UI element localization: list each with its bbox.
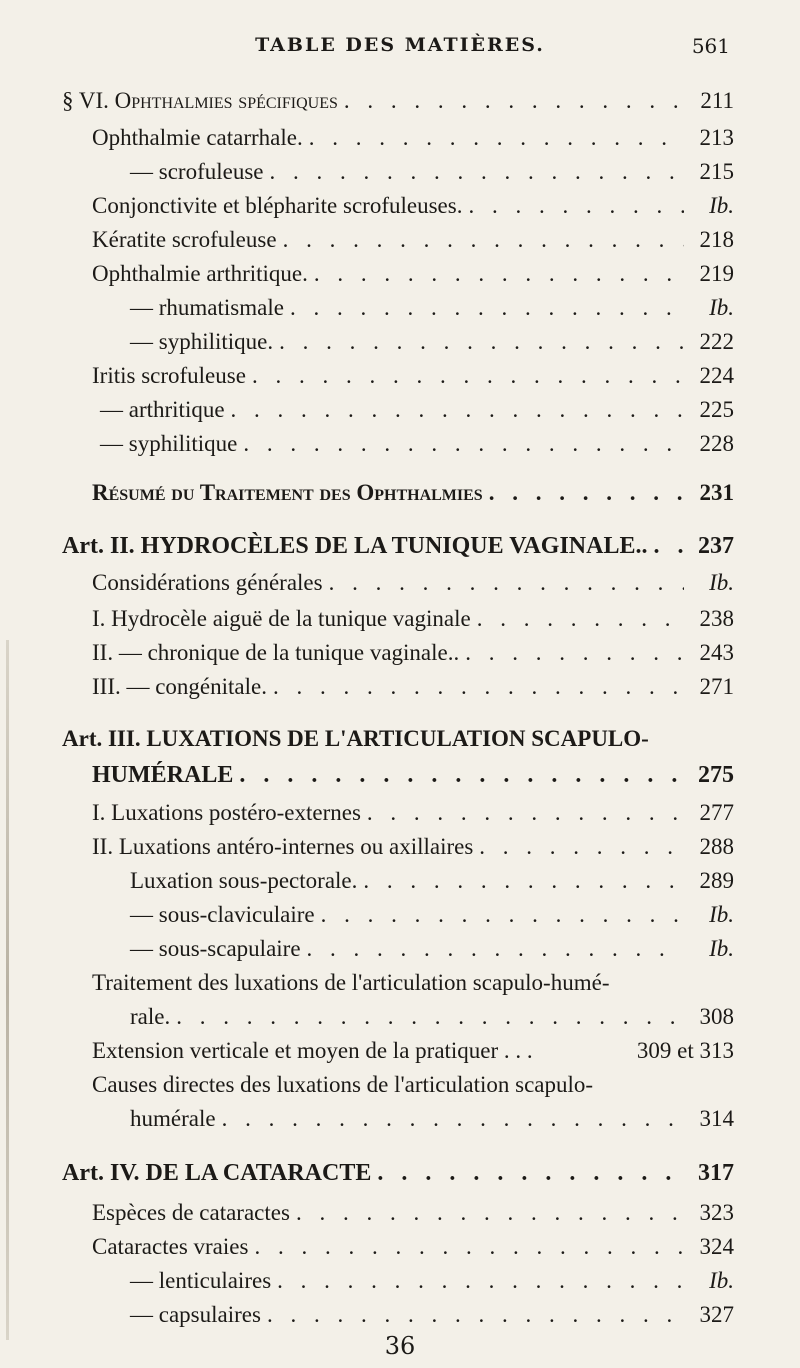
toc-entry — [130, 868, 734, 894]
toc-entry-page: 288 — [699, 834, 734, 859]
toc-entry-page: 243 — [699, 640, 734, 665]
toc-entry — [92, 674, 734, 700]
toc-article-iii-cont — [92, 762, 734, 789]
toc-entry — [92, 1038, 734, 1064]
toc-entry-title: — syphilitique. — [130, 329, 274, 354]
toc-entry-title: Iritis scrofuleuse — [92, 363, 246, 388]
toc-entry — [92, 125, 734, 151]
toc-entry-page: 238 — [699, 606, 734, 631]
toc-entry-page: 327 — [699, 1302, 734, 1327]
running-head — [0, 34, 800, 64]
toc-entry-page: 271 — [699, 674, 734, 699]
toc-entry — [92, 227, 734, 253]
toc-entry-page: Ib. — [709, 936, 734, 961]
toc-entry-title: HUMÉRALE — [92, 762, 234, 788]
toc-article-iv — [62, 1160, 734, 1187]
toc-entry-title: humérale — [130, 1106, 216, 1131]
toc-entry-page: 314 — [699, 1106, 734, 1131]
toc-entry-section-vi — [62, 88, 734, 114]
toc-entry-title: — sous-claviculaire — [130, 902, 315, 927]
toc-entry-title: Traitement des luxations de l'articulation scapulo-humé- — [92, 970, 610, 995]
toc-entry-title: III. — congénitale. — [92, 674, 267, 699]
toc-entry-page: 237 — [698, 533, 734, 559]
toc-entry-page: 324 — [699, 1234, 734, 1259]
toc-entry — [92, 640, 734, 666]
running-head-title: TABLE DES MATIÈRES. — [255, 34, 545, 56]
toc-entry-page: Ib. — [709, 295, 734, 320]
toc-entry-page: 225 — [699, 397, 734, 422]
toc-entry — [130, 159, 734, 185]
toc-entry — [92, 261, 734, 287]
toc-entry-title: Kératite scrofuleuse — [92, 227, 277, 252]
toc-entry-page: Ib. — [709, 193, 734, 218]
toc-entry-title: rale. — [130, 1004, 171, 1029]
toc-entry-page: 317 — [698, 1160, 734, 1186]
toc-entry-page: 275 — [698, 762, 734, 788]
toc-entry-page: 231 — [699, 480, 734, 505]
toc-entry-page: 218 — [699, 227, 734, 252]
toc-entry — [130, 1302, 734, 1328]
toc-entry — [100, 431, 734, 457]
toc-entry-page: 211 — [700, 88, 734, 113]
toc-entry — [92, 606, 734, 632]
toc-entry-page: 215 — [699, 159, 734, 184]
toc-entry-title: — sous-scapulaire — [130, 936, 301, 961]
toc-entry — [92, 193, 734, 219]
toc-article-iii: Art. III. LUXATIONS DE L'ARTICULATION SCAPULO- — [62, 726, 649, 751]
toc-entry-title: § VI. Ophthalmies spécifiques — [62, 88, 338, 113]
toc-entry-title: Ophthalmie catarrhale. — [92, 125, 303, 150]
toc-entry — [92, 363, 734, 389]
signature-mark: 36 — [384, 1332, 416, 1360]
toc-article-ii — [62, 533, 734, 560]
toc-entry-resume — [92, 480, 734, 506]
toc-entry-title: Ophthalmie arthritique. — [92, 261, 308, 286]
toc-entry-page: 219 — [699, 261, 734, 286]
toc-entry-page: Ib. — [709, 1268, 734, 1293]
toc-entry-title: Causes directes des luxations de l'articulation scapulo- — [92, 1072, 594, 1097]
toc-entry-title: II. Luxations antéro-internes ou axillaires — [92, 834, 474, 859]
toc-entry-page: 228 — [699, 431, 734, 456]
toc-entry — [92, 1200, 734, 1226]
toc-entry-title: Considérations générales — [92, 570, 323, 595]
toc-entry — [130, 1004, 734, 1030]
toc-entry — [130, 1106, 734, 1132]
toc-entry-title: — syphilitique — [100, 431, 238, 456]
toc-entry — [92, 1234, 734, 1260]
toc-entry-title: — rhumatismale — [130, 295, 284, 320]
toc-entry-page: Ib. — [709, 570, 734, 595]
toc-entry — [100, 397, 734, 423]
toc-entry-title: Extension verticale et moyen de la pratiquer . . . — [92, 1038, 533, 1063]
toc-entry — [130, 936, 734, 962]
toc-entry-title: Espèces de cataractes — [92, 1200, 290, 1225]
toc-entry-title: II. — chronique de la tunique vaginale.. — [92, 640, 460, 665]
toc-entry-title: — lenticulaires — [130, 1268, 272, 1293]
toc-entry-title: Art. IV. DE LA CATARACTE — [62, 1160, 372, 1186]
toc-entry — [130, 329, 734, 355]
toc-entry — [130, 902, 734, 928]
toc-entry-page: 213 — [699, 125, 734, 150]
toc-entry — [130, 1268, 734, 1294]
toc-entry-title: — arthritique — [100, 397, 225, 422]
toc-entry — [92, 800, 734, 826]
toc-entry-page: 323 — [699, 1200, 734, 1225]
toc-entry-page: 224 — [699, 363, 734, 388]
toc-entry-page: Ib. — [709, 902, 734, 927]
toc-entry-page: 309 et 313 — [636, 1038, 734, 1063]
toc-entry — [92, 570, 734, 596]
toc-entry-title: Cataractes vraies — [92, 1234, 249, 1259]
toc-entry-title: — capsulaires — [130, 1302, 261, 1327]
toc-entry-page: 308 — [699, 1004, 734, 1029]
toc-entry-title: Luxation sous-pectorale. — [130, 868, 358, 893]
toc-entry-page: 222 — [699, 329, 734, 354]
toc-entry-title: Résumé du Traitement des Ophthalmies — [92, 480, 483, 505]
toc-entry-title: — scrofuleuse — [130, 159, 264, 184]
toc-entry-title: I. Luxations postéro-externes — [92, 800, 361, 825]
toc-entry-title: I. Hydrocèle aiguë de la tunique vaginale — [92, 606, 471, 631]
toc-entry — [92, 834, 734, 860]
page-number: 561 — [691, 34, 730, 58]
toc-entry-page: 277 — [699, 800, 734, 825]
toc-entry-title: Conjonctivite et blépharite scrofuleuses. — [92, 193, 463, 218]
toc-entry-title: Art. II. HYDROCÈLES DE LA TUNIQUE VAGINALE.. — [62, 533, 648, 559]
page-edge-shadow — [6, 640, 9, 1340]
toc-entry-page: 289 — [699, 868, 734, 893]
toc-entry — [130, 295, 734, 321]
